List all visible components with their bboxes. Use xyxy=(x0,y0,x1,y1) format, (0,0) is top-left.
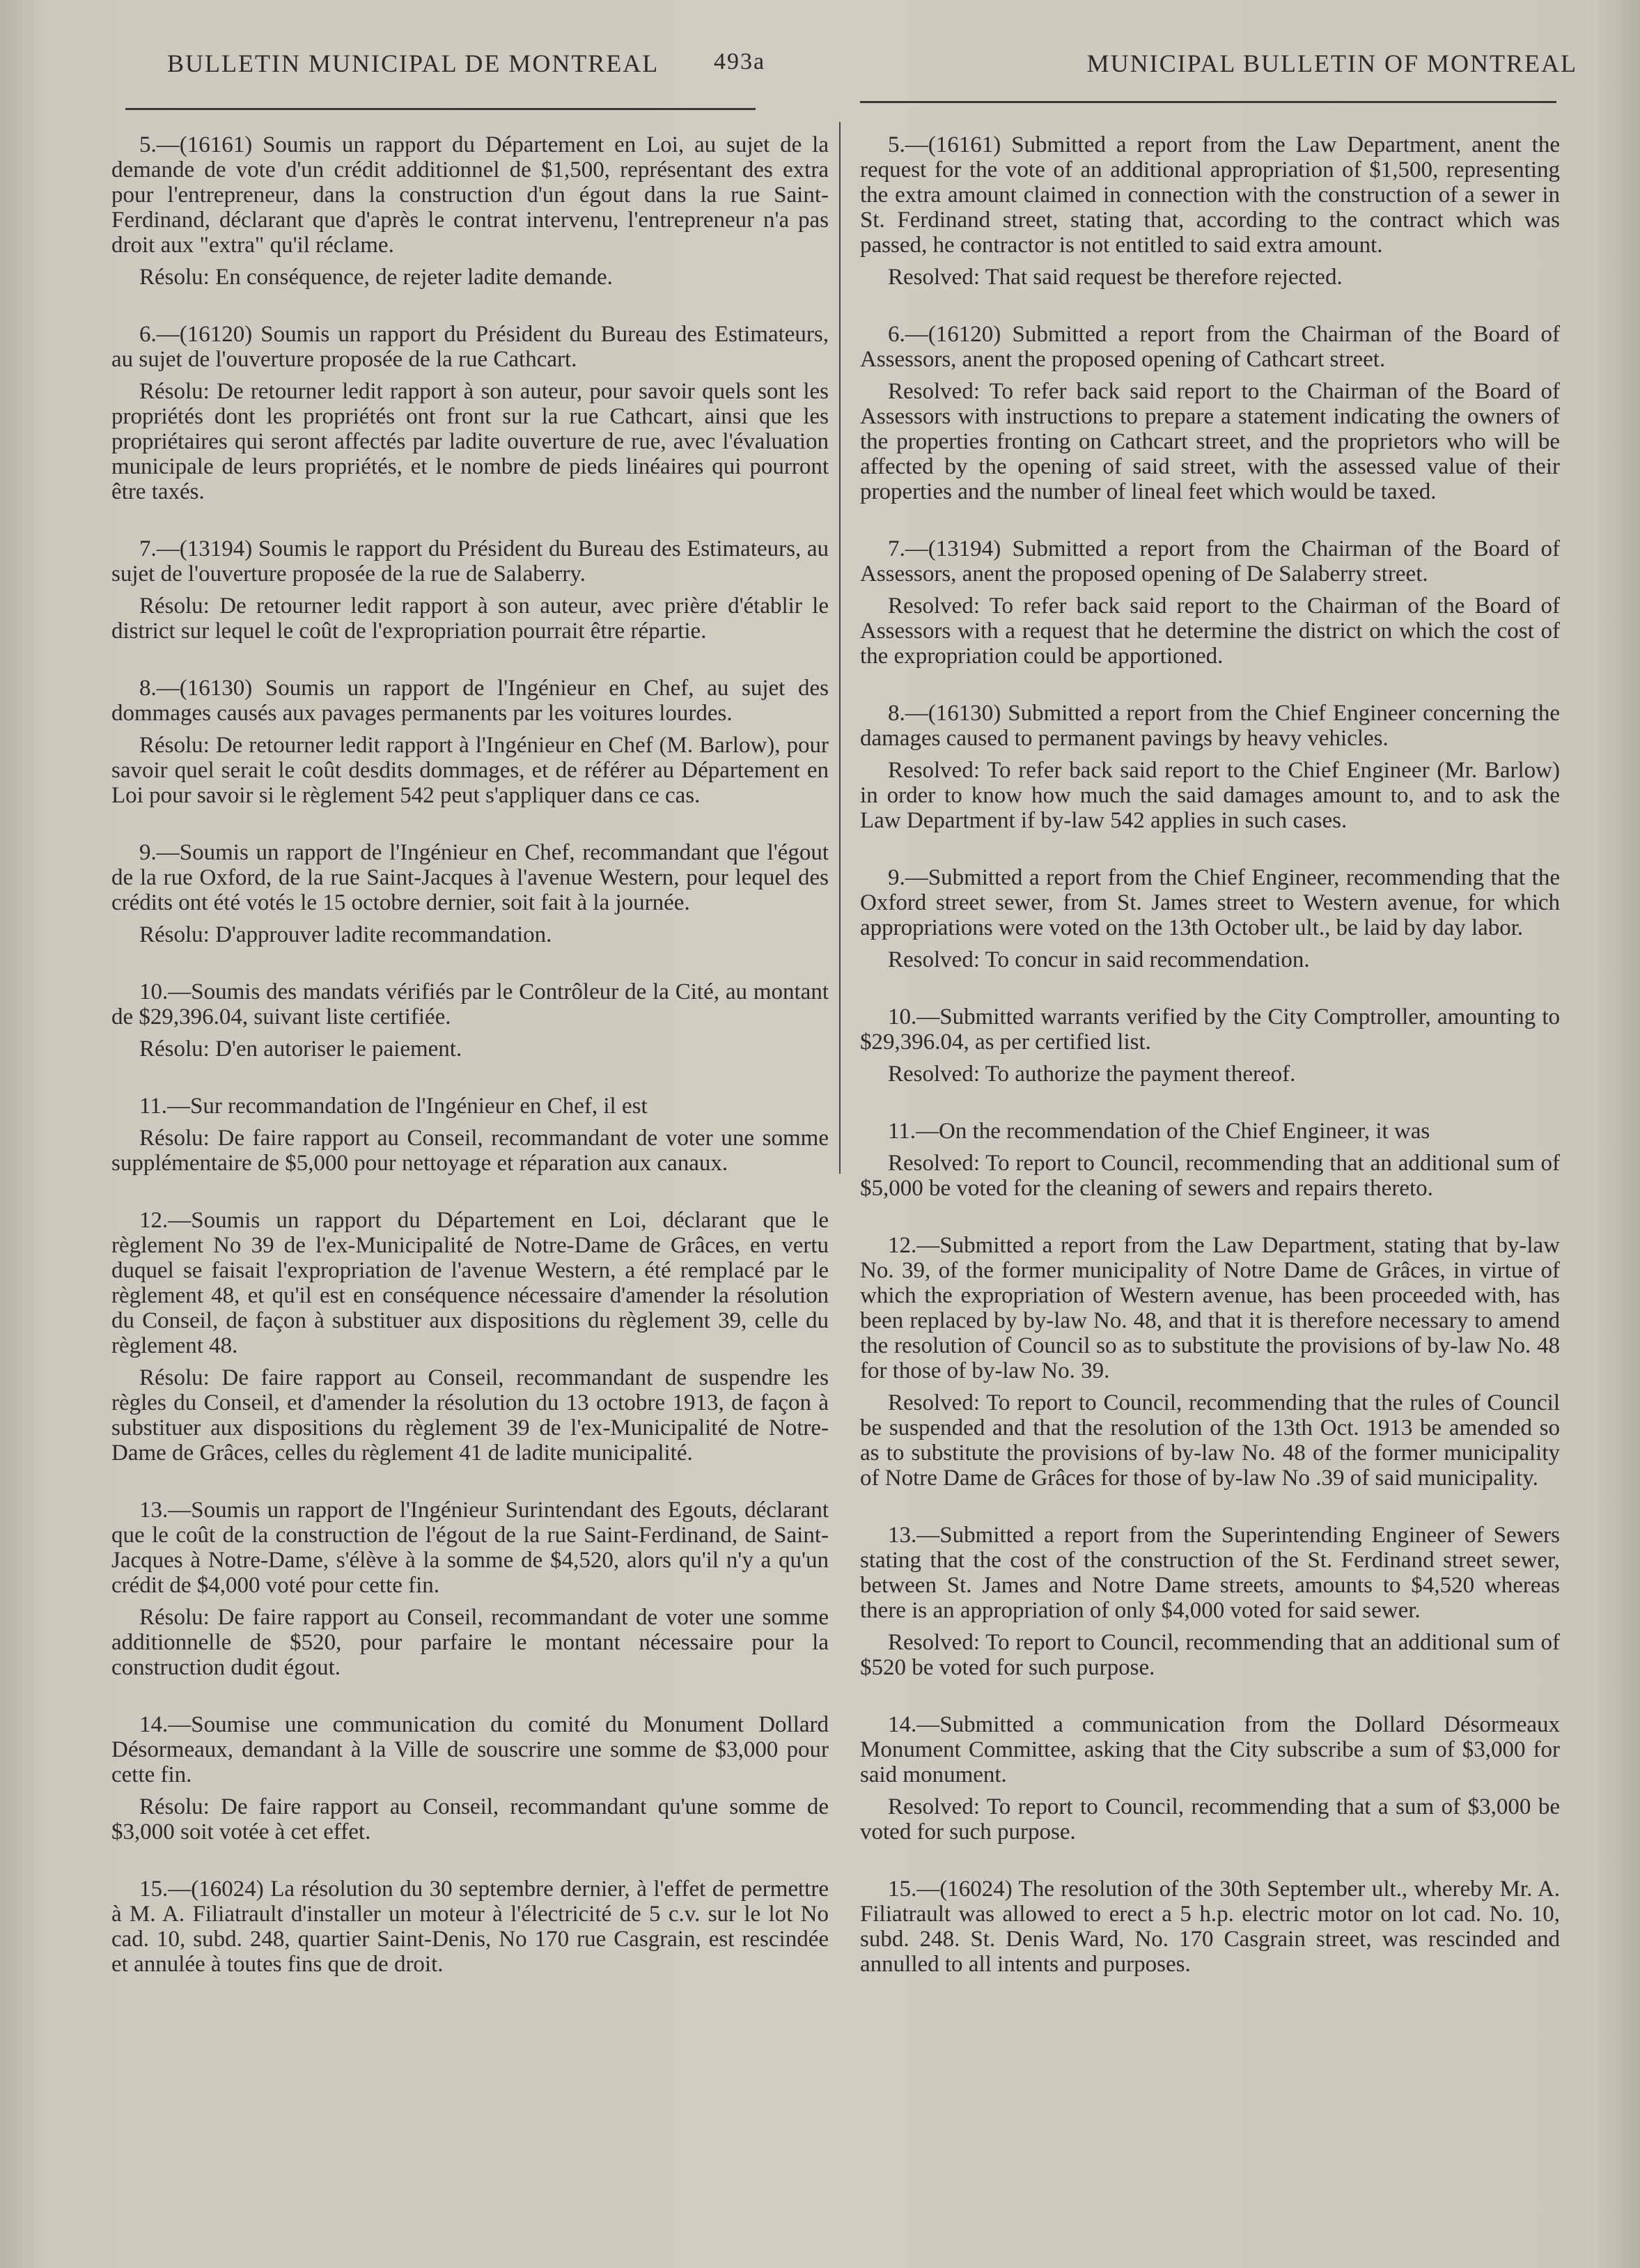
header-title-english: MUNICIPAL BULLETIN OF MONTREAL xyxy=(1086,49,1577,77)
french-item-resolution: Résolu: De faire rapport au Conseil, recommandant de suspendre les règles du Conseil, et d'amender la résolution du 13 octobre 1913, de façon à substituer aux dispositions du règlement 39 de l'ex-Municipalité de Notre-Dame de Grâces, celles du règlement 41 de ladite municipalité. xyxy=(111,1365,829,1466)
french-item xyxy=(111,536,829,644)
french-item-text: 9.—Soumis un rapport de l'Ingénieur en Chef, recommandant que l'égout de la rue Oxford, de la rue Saint-Jacques à l'avenue Western, pour lequel des crédits ont été votés le 15 octobre dernier, soit fait à la journée. xyxy=(111,840,829,915)
french-item xyxy=(111,1877,829,1977)
french-item xyxy=(111,132,829,290)
english-item-text: 5.—(16161) Submitted a report from the Law Department, anent the request for the vote of an additional appropriation of $1,500, representing the extra amount claimed in connection with the construction of a sewer in St. Ferdinand street, stating that, according to the contract which was passed, he contractor is not entitled to said extra amount. xyxy=(860,132,1560,258)
french-item-text: 8.—(16130) Soumis un rapport de l'Ingénieur en Chef, au sujet des dommages causés aux pavages permanents par les voitures lourdes. xyxy=(111,676,829,726)
french-item-resolution: Résolu: De faire rapport au Conseil, recommandant de voter une somme additionnelle de $520, pour parfaire le montant nécessaire pour la construction dudit égout. xyxy=(111,1605,829,1680)
french-item-text: 12.—Soumis un rapport du Département en Loi, déclarant que le règlement No 39 de l'ex-Municipalité de Notre-Dame de Grâces, en vertu duquel se faisait l'expropriation de l'avenue Western, a été remplacé par le règlement 48, et qu'il est en conséquence nécessaire d'amender la résolution du Conseil, de façon à substituer aux dispositions du règlement 39, celle du règlement 48. xyxy=(111,1208,829,1358)
english-item-text: 15.—(16024) The resolution of the 30th September ult., whereby Mr. A. Filiatrault was allowed to erect a 5 h.p. electric motor on lot cad. No. 10, subd. 248. St. Denis Ward, No. 170 Casgrain street, was rescinded and annulled to all intents and purposes. xyxy=(860,1877,1560,1977)
french-item xyxy=(111,840,829,947)
english-item-text: 8.—(16130) Submitted a report from the Chief Engineer concerning the damages caused to permanent pavings by heavy vehicles. xyxy=(860,701,1560,751)
french-item-resolution: Résolu: De retourner ledit rapport à son auteur, avec prière d'établir le district sur lequel le coût de l'expropriation pourrait être répartie. xyxy=(111,593,829,644)
english-item-text: 11.—On the recommendation of the Chief Engineer, it was xyxy=(888,1119,1430,1144)
english-item-text: 13.—Submitted a report from the Superintending Engineer of Sewers stating that the cost of the construction of the St. Ferdinand street sewer, between St. James and Notre Dame streets, amounts to $4,520 whereas there is an appropriation of only $4,000 voted for said sewer. xyxy=(860,1523,1560,1623)
english-item xyxy=(860,322,1560,504)
english-item-text: 6.—(16120) Submitted a report from the Chairman of the Board of Assessors, anent the proposed opening of Cathcart street. xyxy=(860,322,1560,372)
english-column xyxy=(860,132,1560,2009)
english-item-resolution: Resolved: To report to Council, recommending that a sum of $3,000 be voted for such purpose. xyxy=(860,1794,1560,1844)
french-item-text: 14.—Soumise une communication du comité du Monument Dollard Désormeaux, demandant à la Ville de souscrire une somme de $3,000 pour cette fin. xyxy=(111,1712,829,1787)
french-item-text: 10.—Soumis des mandats vérifiés par le Contrôleur de la Cité, au montant de $29,396.04, suivant liste certifiée. xyxy=(111,979,829,1030)
french-item xyxy=(111,1094,829,1176)
french-item xyxy=(111,979,829,1062)
french-item-text: 6.—(16120) Soumis un rapport du Président du Bureau des Estimateurs, au sujet de l'ouverture proposée de la rue Cathcart. xyxy=(111,322,829,372)
english-item xyxy=(860,1233,1560,1491)
english-item xyxy=(860,1877,1560,1977)
english-item xyxy=(860,536,1560,669)
french-item-resolution: Résolu: De faire rapport au Conseil, recommandant de voter une somme supplémentaire de $5,000 pour nettoyage et réparation aux canaux. xyxy=(111,1126,829,1176)
french-item-text: 15.—(16024) La résolution du 30 septembre dernier, à l'effet de permettre à M. A. Filiatrault d'installer un moteur à l'électricité de 5 c.v. sur le lot No cad. 10, subd. 248, quartier Saint-Denis, No 170 rue Casgrain, est rescindée et annulée à toutes fins que de droit. xyxy=(111,1877,829,1977)
english-item-text: 10.—Submitted warrants verified by the City Comptroller, amounting to $29,396.04, as per certified list. xyxy=(860,1004,1560,1055)
french-item-text: 5.—(16161) Soumis un rapport du Département en Loi, au sujet de la demande de vote d'un crédit additionnel de $1,500, représentant des extra pour l'entrepreneur, dans la construction d'un égout dans la rue Saint-Ferdinand, déclarant que d'après le contrat intervenu, l'entrepreneur n'a pas droit aux "extra" qu'il réclame. xyxy=(111,132,829,258)
english-item-text: 9.—Submitted a report from the Chief Engineer, recommending that the Oxford street sewer, from St. James street to Western avenue, for which appropriations were voted on the 13th October ult., be laid by day labor. xyxy=(860,865,1560,940)
column-divider xyxy=(839,122,841,1174)
english-item xyxy=(860,1523,1560,1680)
english-item-resolution: Resolved: To report to Council, recommending that an additional sum of $520 be voted for such purpose. xyxy=(860,1630,1560,1680)
english-item-resolution: Resolved: To report to Council, recommending that the rules of Council be suspended and that the resolution of the 13th Oct. 1913 be amended so as to substitute the provisions of by-law No. 48 of the former municipality of Notre Dame de Grâces for those of by-law No .39 of said municipality. xyxy=(860,1390,1560,1491)
english-item-resolution: Resolved: To concur in said recommendation. xyxy=(888,947,1310,972)
french-item xyxy=(111,322,829,504)
header-rule-left xyxy=(125,108,756,110)
french-item-text: 11.—Sur recommandation de l'Ingénieur en Chef, il est xyxy=(139,1094,648,1119)
page-number: 493a xyxy=(714,49,766,75)
english-item xyxy=(860,1004,1560,1087)
english-item-resolution: Resolved: To refer back said report to the Chairman of the Board of Assessors with instructions to prepare a statement indicating the owners of the properties fronting on Cathcart street, and the proprietors who will be affected by the opening of said street, with the assessed value of their properties and the number of lineal feet which would be taxed. xyxy=(860,379,1560,504)
english-item-text: 7.—(13194) Submitted a report from the Chairman of the Board of Assessors, anent the proposed opening of De Salaberry street. xyxy=(860,536,1560,587)
english-item-resolution: Resolved: To authorize the payment thereof. xyxy=(888,1062,1296,1087)
english-item-resolution: Resolved: To report to Council, recommending that an additional sum of $5,000 be voted for the cleaning of sewers and repairs thereto. xyxy=(860,1151,1560,1201)
english-item-text: 14.—Submitted a communication from the Dollard Désormeaux Monument Committee, asking that the City subscribe a sum of $3,000 for said monument. xyxy=(860,1712,1560,1787)
english-item xyxy=(860,701,1560,833)
french-item-resolution: Résolu: D'en autoriser le paiement. xyxy=(139,1036,462,1062)
french-item xyxy=(111,676,829,808)
french-item-resolution: Résolu: De faire rapport au Conseil, recommandant qu'une somme de $3,000 soit votée à cet effet. xyxy=(111,1794,829,1844)
french-item-resolution: Résolu: De retourner ledit rapport à son auteur, pour savoir quels sont les propriétés dont les propriétés ont front sur la rue Cathcart, ainsi que les propriétaires qui seront affectés par ladite ouverture de rue, avec l'évaluation municipale de leurs propriétés, et le nombre de pieds linéaires qui pourront être taxés. xyxy=(111,379,829,504)
english-item-resolution: Resolved: That said request be therefore rejected. xyxy=(888,265,1343,290)
french-item-resolution: Résolu: D'approuver ladite recommandation. xyxy=(139,922,552,947)
french-column xyxy=(111,132,829,2009)
header-rule-right xyxy=(860,101,1556,103)
french-item-text: 13.—Soumis un rapport de l'Ingénieur Surintendant des Egouts, déclarant que le coût de la construction de l'égout de la rue Saint-Ferdinand, de Saint-Jacques à Notre-Dame, s'élève à la somme de $4,520, alors qu'il n'y a qu'un crédit de $4,000 voté pour cette fin. xyxy=(111,1498,829,1598)
page-header xyxy=(167,49,1577,91)
french-item-resolution: Résolu: De retourner ledit rapport à l'Ingénieur en Chef (M. Barlow), pour savoir quel serait le coût desdits dommages, et de référer au Département en Loi pour savoir si le règlement 542 peut s'appliquer dans ce cas. xyxy=(111,733,829,808)
french-item xyxy=(111,1498,829,1680)
french-item-text: 7.—(13194) Soumis le rapport du Président du Bureau des Estimateurs, au sujet de l'ouverture proposée de la rue de Salaberry. xyxy=(111,536,829,587)
english-item-resolution: Resolved: To refer back said report to the Chief Engineer (Mr. Barlow) in order to know how much the said damages amount to, and to ask the Law Department if by-law 542 applies in such cases. xyxy=(860,758,1560,833)
english-item-resolution: Resolved: To refer back said report to the Chairman of the Board of Assessors with a request that he determine the district on which the cost of the expropriation could be apportioned. xyxy=(860,593,1560,669)
english-item xyxy=(860,865,1560,972)
header-title-french: BULLETIN MUNICIPAL DE MONTREAL xyxy=(167,49,659,77)
french-item-resolution: Résolu: En conséquence, de rejeter ladite demande. xyxy=(139,265,613,290)
english-item xyxy=(860,132,1560,290)
french-item xyxy=(111,1712,829,1844)
english-item xyxy=(860,1712,1560,1844)
french-item xyxy=(111,1208,829,1466)
english-item-text: 12.—Submitted a report from the Law Department, stating that by-law No. 39, of the former municipality of Notre Dame de Grâces, in virtue of which the expropriation of Western avenue, has been proceeded with, has been replaced by by-law No. 48, and that it is therefore necessary to amend the resolution of Council so as to substitute the provisions of by-law No. 48 for those of by-law No. 39. xyxy=(860,1233,1560,1383)
english-item xyxy=(860,1119,1560,1201)
